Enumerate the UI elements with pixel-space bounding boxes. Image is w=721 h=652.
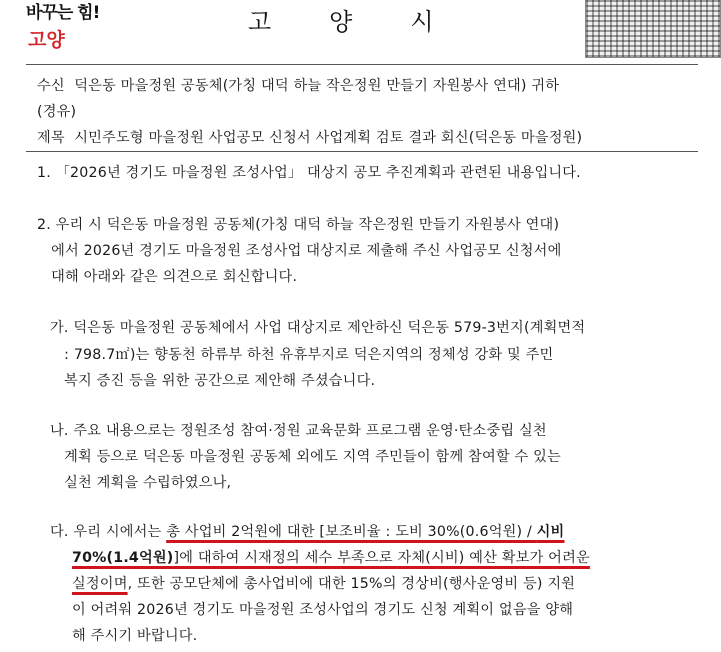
- body-item-2-line: 에서 2026년 경기도 마을정원 조성사업 대상지로 제출해 주신 사업공모 신청서에: [37, 243, 562, 259]
- recipient-via: (경유): [37, 104, 77, 120]
- body-text: , 또한 공모단체에 총사업비에 대한 15%의 경상비(행사운영비 등) 지원: [127, 576, 576, 592]
- logo-slogan: 바꾸는 힘!: [26, 3, 100, 23]
- logo-name: 고양: [28, 29, 65, 51]
- body-item-ga-line: 가. 덕은동 마을정원 공동체에서 사업 대상지로 제안하신 덕은동 579-3번지(계획면적: [50, 320, 586, 336]
- body-item-na-line: 실천 계획을 수립하였으나,: [50, 475, 232, 491]
- body-item-da-line: [72, 547, 590, 567]
- body-text: 다. 우리 시에서는: [50, 524, 167, 540]
- city-title: 고양시: [248, 8, 492, 36]
- body-item-ga-line: 복지 증진 등을 위한 공간으로 제안해 주셨습니다.: [50, 373, 376, 389]
- highlighted-text: ]에 대하여 시재정의 세수 부족으로 자체(시비) 예산 확보가 어려운: [173, 550, 590, 566]
- body-item-na-line: 나. 주요 내용으로는 정원조성 참여·정원 교육문화 프로그램 운영·탄소중립 실천: [50, 423, 547, 439]
- highlighted-text: 총 사업비 2억원에 대한 [보조비율 : 도비 30%(0.6억원) /: [166, 524, 537, 540]
- body-item-na-line: 계획 등으로 덕은동 마을정원 공동체 외에도 지역 주민들이 함께 참여할 수 있는: [50, 449, 561, 465]
- divider: [26, 64, 698, 65]
- body-item-da-line: 이 어려워 2026년 경기도 마을정원 조성사업의 경기도 신청 계획이 없음을 양해: [72, 602, 574, 618]
- body-item-2-line: 2. 우리 시 덕은동 마을정원 공동체(가칭 대덕 하늘 작은정원 만들기 자원봉사 연대): [37, 217, 560, 233]
- highlighted-text: 실정이며: [72, 576, 128, 592]
- highlighted-bold-text: 70%(1.4억원): [72, 550, 174, 566]
- body-item-2-line: 대해 아래와 같은 의견으로 회신합니다.: [37, 269, 298, 285]
- highlighted-bold-text: 시비: [536, 524, 565, 540]
- divider: [26, 151, 698, 152]
- body-item-1: 1. 「2026년 경기도 마을정원 조성사업」 대상지 공모 추진계획과 관련된 내용입니다.: [37, 165, 581, 181]
- qr-code-image: [585, 0, 721, 58]
- subject-line: 제목 시민주도형 마을정원 사업공모 신청서 사업계획 검토 결과 회신(덕은동 마을정원): [37, 130, 583, 146]
- city-logo: [26, 2, 99, 52]
- body-item-ga-line: : 798.7㎡)는 향동천 하류부 하천 유휴부지로 덕은지역의 정체성 강화 및 주민: [50, 347, 554, 363]
- body-item-da-line: 해 주시기 바랍니다.: [72, 628, 198, 644]
- recipient-line: 수신 덕은동 마을정원 공동체(가칭 대덕 하늘 작은정원 만들기 자원봉사 연대) 귀하: [37, 78, 560, 94]
- body-item-da-line: [50, 521, 564, 541]
- body-item-da-line: [72, 573, 575, 593]
